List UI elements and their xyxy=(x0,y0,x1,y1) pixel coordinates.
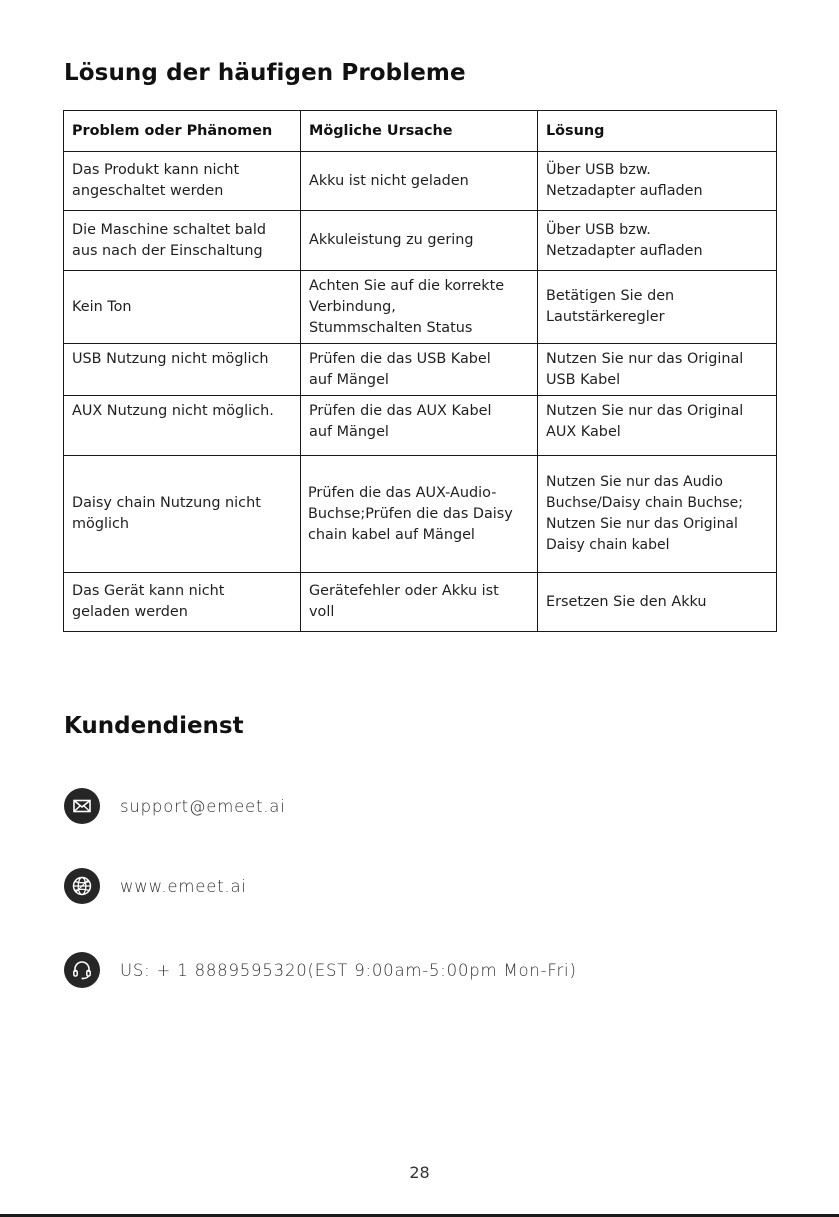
globe-icon xyxy=(64,868,100,904)
cause-cell: Akku ist nicht geladen xyxy=(301,152,538,211)
problem-cell: Die Maschine schaltet bald aus nach der Einschaltung xyxy=(64,211,301,271)
header-problem: Problem oder Phänomen xyxy=(64,111,301,152)
customer-service-title: Kundendienst xyxy=(64,713,244,739)
problem-cell: AUX Nutzung nicht möglich. xyxy=(64,396,301,456)
phone-number[interactable]: US: + 1 8889595320(EST 9:00am-5:00pm Mon-Fri) xyxy=(120,960,577,980)
problem-cell: Das Produkt kann nicht angeschaltet werden xyxy=(64,152,301,211)
solution-cell: Nutzen Sie nur das Audio Buchse/Daisy chain Buchse; Nutzen Sie nur das Original Daisy chain kabel xyxy=(538,456,777,573)
header-cause: Mögliche Ursache xyxy=(301,111,538,152)
header-solution: Lösung xyxy=(538,111,777,152)
table-row xyxy=(64,573,777,632)
solution-cell: Ersetzen Sie den Akku xyxy=(538,573,777,632)
problem-cell: Daisy chain Nutzung nicht möglich xyxy=(64,456,301,573)
email-link[interactable]: support@emeet.ai xyxy=(120,796,286,816)
problem-cell: Kein Ton xyxy=(64,271,301,344)
table-row xyxy=(64,456,777,573)
website-link[interactable]: www.emeet.ai xyxy=(120,876,247,896)
cause-cell: Akkuleistung zu gering xyxy=(301,211,538,271)
contact-website xyxy=(64,868,247,904)
page-number: 28 xyxy=(409,1163,430,1182)
solution-cell: Über USB bzw. Netzadapter aufladen xyxy=(538,152,777,211)
cause-cell: Prüfen die das AUX Kabel auf Mängel xyxy=(301,396,538,456)
cause-cell: Prüfen die das AUX-Audio- Buchse;Prüfen die das Daisy chain kabel auf Mängel xyxy=(301,456,538,573)
problem-cell: Das Gerät kann nicht geladen werden xyxy=(64,573,301,632)
headset-icon xyxy=(64,952,100,988)
cause-cell: Achten Sie auf die korrekte Verbindung, Stummschalten Status xyxy=(301,271,538,344)
table-row xyxy=(64,344,777,396)
table-row xyxy=(64,211,777,271)
contact-email xyxy=(64,788,286,824)
solution-cell: Nutzen Sie nur das Original USB Kabel xyxy=(538,344,777,396)
solution-cell: Betätigen Sie den Lautstärkeregler xyxy=(538,271,777,344)
problem-cell: USB Nutzung nicht möglich xyxy=(64,344,301,396)
mail-icon xyxy=(64,788,100,824)
troubleshooting-table xyxy=(63,110,777,632)
table-header-row xyxy=(64,111,777,152)
cause-cell: Prüfen die das USB Kabel auf Mängel xyxy=(301,344,538,396)
cause-cell: Gerätefehler oder Akku ist voll xyxy=(301,573,538,632)
table-row xyxy=(64,271,777,344)
solution-cell: Über USB bzw. Netzadapter aufladen xyxy=(538,211,777,271)
solution-cell: Nutzen Sie nur das Original AUX Kabel xyxy=(538,396,777,456)
contact-phone xyxy=(64,952,577,988)
page-title: Lösung der häufigen Probleme xyxy=(64,60,466,86)
table-row xyxy=(64,152,777,211)
table-row xyxy=(64,396,777,456)
